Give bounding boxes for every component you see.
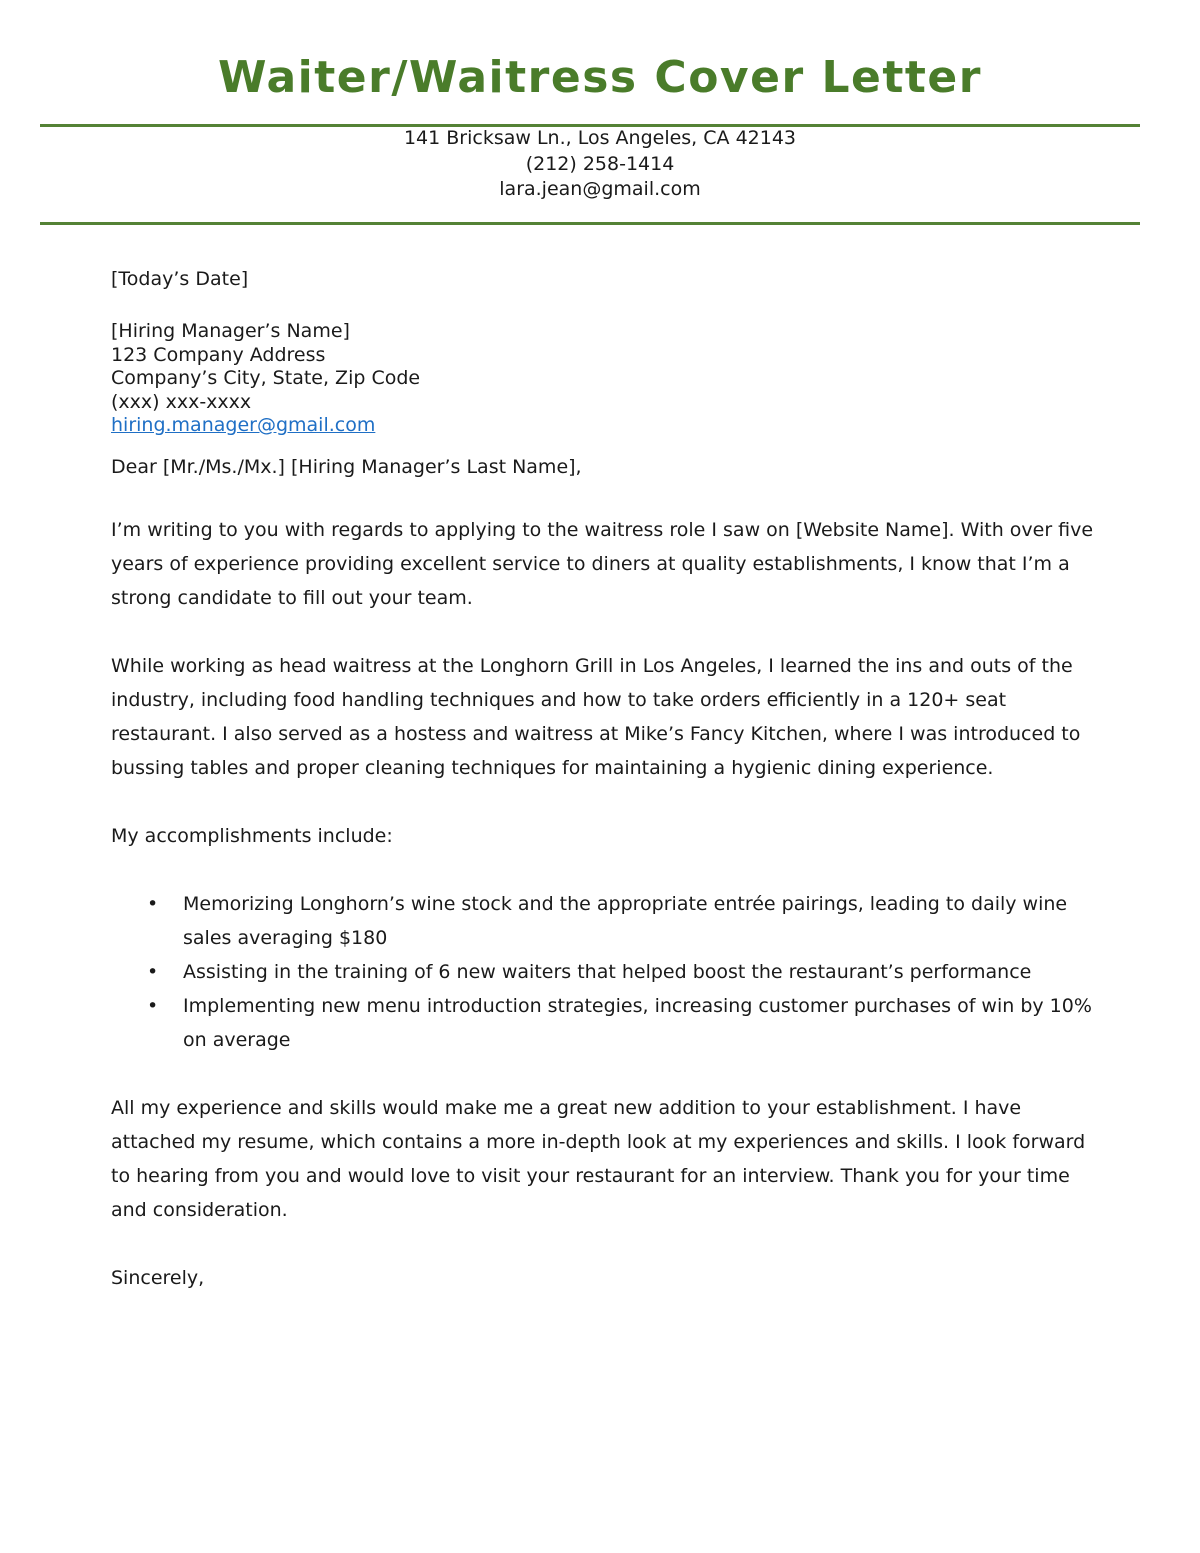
accomplishments-list	[111, 887, 1101, 1057]
recipient-address: 123 Company Address	[111, 343, 326, 366]
recipient-email-link[interactable]: hiring.manager@gmail.com	[111, 414, 376, 436]
contact-phone: (212) 258-1414	[525, 152, 675, 175]
signoff: Sincerely,	[111, 1266, 205, 1289]
recipient-phone: (xxx) xxx-xxxx	[111, 390, 252, 413]
list-item	[111, 955, 1101, 989]
paragraph-intro: I’m writing to you with regards to applying to the waitress role I saw on [Website Name]. With over five years of experience providing excellent service to diners at quality establishments, I know that I’m a strong candidate to fill out your team.	[111, 518, 1094, 609]
paragraph-accomplishments-lead: My accomplishments include:	[111, 824, 393, 847]
letter-date: [Today’s Date]	[111, 268, 249, 290]
header-rule-bottom	[40, 222, 1140, 225]
contact-block	[0, 126, 1200, 203]
list-item-text: Implementing new menu introduction strategies, increasing customer purchases of win by 10% on average	[183, 994, 1092, 1051]
list-item-text: Assisting in the training of 6 new waiters that helped boost the restaurant’s performance	[183, 960, 1032, 983]
letter-body	[111, 268, 1101, 1295]
bullet-icon: •	[147, 892, 159, 915]
bullet-icon: •	[147, 994, 159, 1017]
list-item-text: Memorizing Longhorn’s wine stock and the appropriate entrée pairings, leading to daily wine sales averaging $180	[183, 892, 1068, 949]
recipient-name: [Hiring Manager’s Name]	[111, 320, 350, 342]
contact-address: 141 Bricksaw Ln., Los Angeles, CA 42143	[403, 127, 797, 149]
recipient-block	[111, 320, 1101, 438]
contact-email: lara.jean@gmail.com	[499, 178, 701, 200]
salutation: Dear [Mr./Ms./Mx.] [Hiring Manager’s Last Name],	[111, 455, 582, 478]
paragraph-closing: All my experience and skills would make me a great new addition to your establishment. I have attached my resume, which contains a more in-depth look at my experiences and skills. I look forward to hearing from you and would love to visit your restaurant for an interview. Thank you for your time and consideration.	[111, 1096, 1086, 1221]
paragraph-experience: While working as head waitress at the Longhorn Grill in Los Angeles, I learned the ins and outs of the industry, including food handling techniques and how to take orders efficiently in a 120+ seat restaurant. I also served as a hostess and waitress at Mike’s Fancy Kitchen, where I was introduced to bussing tables and proper cleaning techniques for maintaining a hygienic dining experience.	[111, 654, 1081, 779]
document-title: Waiter/Waitress Cover Letter	[218, 52, 982, 103]
recipient-city: Company’s City, State, Zip Code	[111, 367, 421, 389]
list-item	[111, 989, 1101, 1057]
bullet-icon: •	[147, 960, 159, 983]
list-item	[111, 887, 1101, 955]
